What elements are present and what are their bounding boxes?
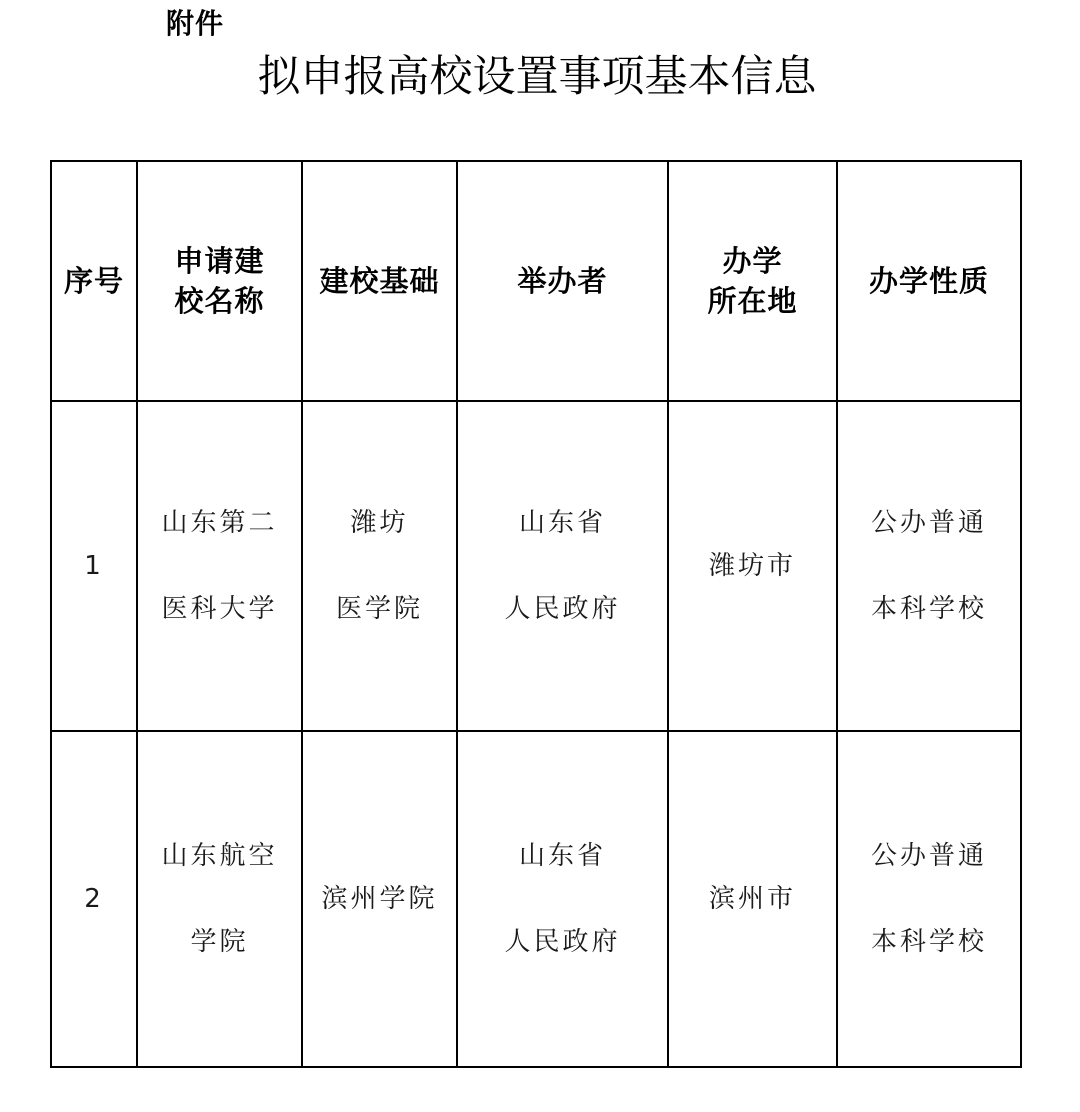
- header-text-line: 申请建: [174, 244, 265, 278]
- cell-text-line: 本科学校: [870, 927, 987, 957]
- header-nature: [837, 161, 1021, 401]
- header-foundation: [302, 161, 457, 401]
- header-text-line: 校名称: [174, 284, 265, 318]
- cell-text-line: 公办普通: [870, 841, 987, 871]
- cell-text-line: 公办普通: [870, 508, 987, 538]
- cell-text-line: 滨州学院: [321, 884, 438, 914]
- cell-sponsor: [457, 731, 668, 1067]
- document-title: 拟申报高校设置事项基本信息: [257, 52, 817, 102]
- header-text-line: 所在地: [707, 284, 798, 318]
- header-text-line: 建校基础: [319, 264, 440, 298]
- header-text-line: 序号: [63, 264, 124, 298]
- cell-text-line: 山东省: [518, 508, 606, 538]
- table-row: [51, 401, 1021, 731]
- cell-text-line: 滨州市: [708, 884, 796, 914]
- attachment-label: 附件: [166, 7, 225, 40]
- cell-text-line: 1: [84, 551, 104, 581]
- cell-index: [51, 731, 137, 1067]
- header-location: [668, 161, 837, 401]
- cell-text-line: 医学院: [335, 594, 423, 624]
- cell-text-line: 本科学校: [870, 594, 987, 624]
- cell-text-line: 医科大学: [161, 594, 278, 624]
- cell-location: [668, 401, 837, 731]
- info-table: [50, 160, 1022, 1068]
- cell-nature: [837, 731, 1021, 1067]
- cell-text-line: 山东第二: [161, 508, 278, 538]
- header-index: [51, 161, 137, 401]
- cell-text-line: 山东省: [518, 841, 606, 871]
- cell-text-line: 人民政府: [504, 927, 621, 957]
- cell-index: [51, 401, 137, 731]
- cell-text-line: 山东航空: [161, 841, 278, 871]
- cell-text-line: 人民政府: [504, 594, 621, 624]
- cell-foundation: [302, 731, 457, 1067]
- cell-school-name: [137, 731, 302, 1067]
- header-sponsor: [457, 161, 668, 401]
- cell-sponsor: [457, 401, 668, 731]
- cell-text-line: 学院: [190, 927, 249, 957]
- cell-foundation: [302, 401, 457, 731]
- table-header-row: [51, 161, 1021, 401]
- header-text-line: 办学: [722, 244, 783, 278]
- header-school-name: [137, 161, 302, 401]
- cell-nature: [837, 401, 1021, 731]
- table-row: [51, 731, 1021, 1067]
- cell-school-name: [137, 401, 302, 731]
- cell-text-line: 2: [84, 884, 104, 914]
- cell-text-line: 潍坊市: [708, 551, 796, 581]
- cell-location: [668, 731, 837, 1067]
- header-text-line: 办学性质: [868, 264, 989, 298]
- cell-text-line: 潍坊: [350, 508, 409, 538]
- header-text-line: 举办者: [517, 264, 608, 298]
